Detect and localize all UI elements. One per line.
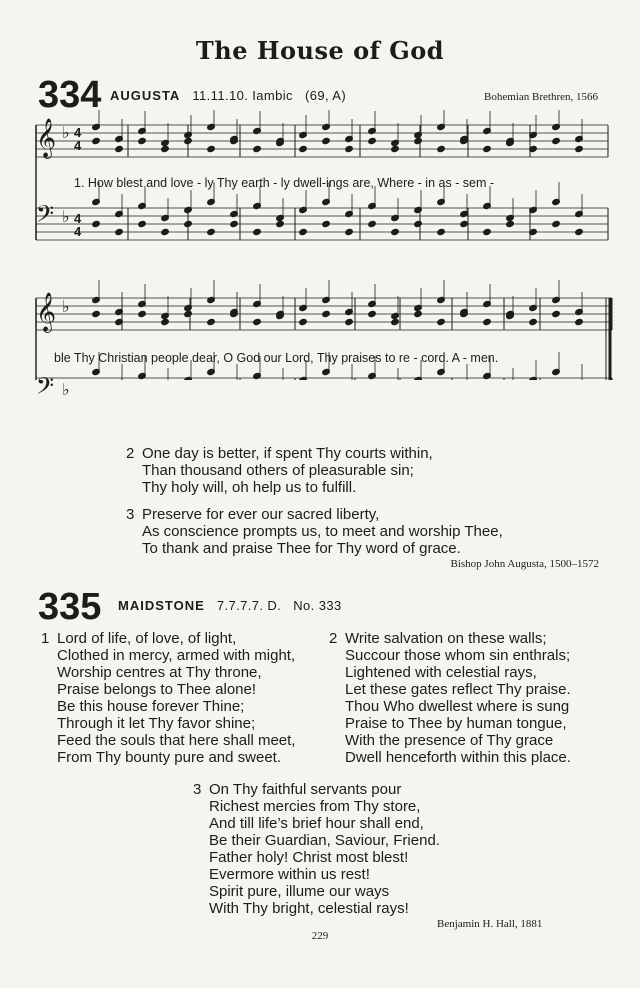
- note-head: [161, 318, 170, 325]
- tune-ref: (69, A): [305, 88, 347, 103]
- verse-number: 2: [329, 630, 338, 647]
- verse-number: 2: [126, 445, 135, 462]
- note-head: [322, 220, 331, 227]
- verse-line: Worship centres at Thy throne,: [57, 664, 262, 681]
- hymn-number: 334: [38, 74, 102, 116]
- note-head: [253, 145, 262, 152]
- verse-line: Lightened with celestial rays,: [345, 664, 537, 681]
- lyric-line: 1. How blest and love - ly Thy earth - ly dwell-ings are, Where - in as - sem -: [74, 176, 495, 190]
- verse-line: One day is better, if spent Thy courts within,: [142, 445, 433, 462]
- tune-name: MAIDSTONE: [118, 598, 205, 613]
- note-head: [184, 220, 193, 227]
- verse-line: On Thy faithful servants pour: [209, 781, 402, 798]
- verse-line: Dwell henceforth within this place.: [345, 749, 571, 766]
- note-head: [552, 310, 561, 317]
- tune-meter: 11.11.10. Iambic: [192, 88, 293, 103]
- note-head: [138, 137, 147, 144]
- note-head: [184, 310, 193, 317]
- note-head: [253, 228, 262, 235]
- note-head: [161, 228, 170, 235]
- verse-line: From Thy bounty pure and sweet.: [57, 749, 282, 766]
- note-head: [368, 310, 377, 317]
- lyric-line: ble Thy Christian people dear, O God our Lord, Thy praises to re - cord. A - men.: [54, 351, 499, 365]
- note-head: [414, 220, 423, 227]
- verse-line: Feed the souls that here shall meet,: [57, 732, 296, 749]
- note-head: [207, 228, 216, 235]
- note-head: [483, 228, 492, 235]
- note-head: [391, 318, 400, 325]
- music-system-1: [0, 110, 640, 380]
- verse-line: As conscience prompts us, to meet and worship Thee,: [142, 523, 503, 540]
- verse-line: Spirit pure, illume our ways: [209, 883, 390, 900]
- note-head: [230, 220, 239, 227]
- note-head: [299, 228, 308, 235]
- note-head: [299, 145, 308, 152]
- note-head: [437, 145, 446, 152]
- note-head: [345, 318, 354, 325]
- note-head: [92, 220, 101, 227]
- verse-line: Praise belongs to Thee alone!: [57, 681, 257, 698]
- note-head: [391, 145, 400, 152]
- tune-header: [110, 88, 346, 103]
- page-number: 229: [311, 930, 329, 942]
- treble-clef-icon: 𝄞: [36, 118, 57, 158]
- note-head: [207, 318, 216, 325]
- author-credit: Benjamin H. Hall, 1881: [437, 918, 543, 930]
- note-head: [207, 145, 216, 152]
- note-head: [322, 137, 331, 144]
- note-head: [345, 145, 354, 152]
- bass-clef-icon: 𝄢: [36, 372, 55, 405]
- verse-line: Lord of life, of love, of light,: [57, 630, 237, 647]
- verse-line: Through it let Thy favor shine;: [57, 715, 256, 732]
- note-head: [575, 145, 584, 152]
- note-head: [575, 228, 584, 235]
- note-head: [414, 137, 423, 144]
- verse-2: [126, 445, 433, 496]
- verse-line: Thou Who dwellest where is sung: [345, 698, 570, 715]
- bass-clef-icon: 𝄢: [36, 200, 55, 233]
- verse-line: And till life’s brief hour shall end,: [209, 815, 424, 832]
- note-head: [115, 145, 124, 152]
- note-head: [253, 318, 262, 325]
- note-head: [322, 310, 331, 317]
- note-head: [138, 310, 147, 317]
- verse-line: Thy holy will, oh help us to fulfill.: [142, 479, 357, 496]
- note-head: [460, 220, 469, 227]
- verse-line: Be this house forever Thine;: [57, 698, 245, 715]
- note-head: [414, 310, 423, 317]
- tune-ref: No. 333: [293, 598, 342, 613]
- note-head: [483, 318, 492, 325]
- note-head: [115, 228, 124, 235]
- verse-number: 3: [126, 506, 135, 523]
- verse-2: [329, 630, 571, 766]
- verse-number: 1: [41, 630, 50, 647]
- verse-line: Write salvation on these walls;: [345, 630, 547, 647]
- verse-line: With the presence of Thy grace: [345, 732, 554, 749]
- note-head: [299, 318, 308, 325]
- note-head: [575, 318, 584, 325]
- time-signature: 4 4: [74, 211, 82, 239]
- note-head: [552, 220, 561, 227]
- verse-number: 3: [193, 781, 202, 798]
- author-credit: Bishop John Augusta, 1500–1572: [450, 558, 599, 570]
- tune-meter: 7.7.7.7. D.: [216, 598, 282, 613]
- key-signature-flat-icon: ♭: [62, 209, 70, 226]
- note-head: [92, 137, 101, 144]
- note-head: [276, 220, 285, 227]
- verse-1: [41, 630, 296, 766]
- note-head: [345, 228, 354, 235]
- note-head: [506, 220, 515, 227]
- note-head: [92, 310, 101, 317]
- verse-line: Evermore within us rest!: [209, 866, 370, 883]
- verse-line: To thank and praise Thee for Thy word of grace.: [142, 540, 461, 557]
- tune-header: [118, 598, 342, 613]
- note-head: [552, 137, 561, 144]
- note-head: [437, 318, 446, 325]
- key-signature-flat-icon: ♭: [62, 382, 70, 399]
- verse-line: Than thousand others of pleasurable sin;: [142, 462, 414, 479]
- note-head: [391, 228, 400, 235]
- note-head: [184, 137, 193, 144]
- verse-line: Clothed in mercy, armed with might,: [57, 647, 296, 664]
- tune-source: Bohemian Brethren, 1566: [484, 91, 598, 103]
- verse-3: [193, 781, 440, 917]
- time-signature: 4 4: [74, 125, 82, 153]
- note-head: [161, 145, 170, 152]
- hymn-number: 335: [38, 586, 102, 628]
- note-head: [368, 137, 377, 144]
- treble-clef-icon: 𝄞: [36, 292, 57, 332]
- verse-line: Father holy! Christ most blest!: [209, 849, 409, 866]
- verse-line: Richest mercies from Thy store,: [209, 798, 421, 815]
- note-head: [368, 220, 377, 227]
- verse-line: Praise to Thee by human tongue,: [345, 715, 567, 732]
- tune-name: AUGUSTA: [110, 88, 181, 103]
- note-head: [483, 145, 492, 152]
- verse-line: Succour those whom sin enthrals;: [345, 647, 571, 664]
- verse-line: Be their Guardian, Saviour, Friend.: [209, 832, 440, 849]
- key-signature-flat-icon: ♭: [62, 299, 70, 316]
- page-title: The House of God: [195, 36, 445, 65]
- note-head: [437, 228, 446, 235]
- verse-line: Let these gates reflect Thy praise.: [345, 681, 571, 698]
- verse-line: Preserve for ever our sacred liberty,: [142, 506, 380, 523]
- verse-line: With Thy bright, celestial rays!: [209, 900, 409, 917]
- verse-3: [126, 506, 503, 557]
- note-head: [138, 220, 147, 227]
- note-head: [529, 318, 538, 325]
- key-signature-flat-icon: ♭: [62, 125, 70, 142]
